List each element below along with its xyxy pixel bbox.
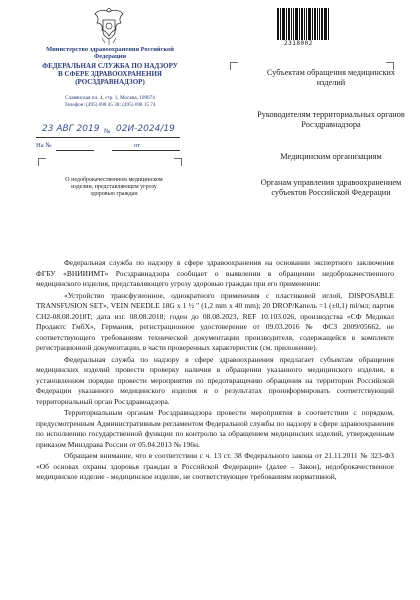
reference-line: На № от <box>36 142 141 149</box>
body-paragraph: «Устройство трансфузионное, однократного применения с пластиковой иглой, DISPOSABLE TRANSFUSION SET», VEIN NEEDLE 18G x 1 ½ " (1,2 mm x 40 mm); 20 DROP/Капель =1 (±0,1) ml/мл; партия CH2-08.08.2018T; дата изг. 08.08.2018; годен до 08.08.2023, REF 10.103.026, производства «СФ Медикал Продактс ГмбХ», Германия, регистрационное удостоверение от 09.03.2016 № ФСЗ 2009/05662, не соответствующего требованиям технической документации производителя, содержащейся в комплекте регистрационной документации, в части проверенных характеристик (см. приложение). <box>36 290 394 352</box>
body-paragraph: Федеральная служба по надзору в сфере здравоохранения на основании экспертного заключения ФГБУ «ВНИИИМТ» Росздравнадзора сообщает о выявлении в обращении недоброкачественного медицинского изделия, представляющего угрозу здоровью граждан при его применении: <box>36 258 394 288</box>
ref-number-underline <box>56 150 94 151</box>
registration-number: 02И-2024/19 <box>116 124 175 134</box>
subject-corner-left <box>38 158 46 166</box>
addressee-distributors: Субъектам обращения медицинских изделий <box>266 68 396 87</box>
addressee-medical-organizations: Медицинским организациям <box>280 152 382 161</box>
registration-date: 23 АВГ 2019 <box>42 124 100 134</box>
body-paragraph: Обращаем внимание, что в соответствии с ч. 13 ст. 38 Федерального закона от 21.11.2011 № 323-ФЗ «Об основах охраны здоровья граждан в Российской Федерации» (далее – Закон), недоброкачественное медицинское изделие - медицинское изделие, не соответствующее требованиям нормативной, <box>36 451 394 481</box>
agency-address: Славянская пл. 4, стр. 1, Москва, 109074 Телефон: (495) 698 45 38; (495) 698 15 74 <box>64 95 156 108</box>
barcode-number: 2318002 <box>284 40 313 47</box>
body-paragraph: Территориальным органам Росздравнадзора провести мероприятия в соответствии с порядком, предусмотренным Административным регламентом Федеральной службы по надзору в сфере здравоохранения по исполнению государственной функции по контролю за обращением медицинских изделий, утвержденным приказом Минздрава России от 05.04.2013 № 196н. <box>36 408 394 449</box>
coat-of-arms-icon <box>92 8 126 46</box>
addressee-territorial-heads: Руководителям территориальных органов Росздравнадзора <box>257 110 405 129</box>
barcode <box>277 8 333 40</box>
letter-body <box>36 258 394 484</box>
subject-corner-right <box>174 158 182 166</box>
ref-date-underline <box>112 150 180 151</box>
letter-subject: О недоброкачественном медицинском изделии, представляющем угрозу здоровью граждан <box>65 177 163 198</box>
addressee-health-authorities: Органам управления здравоохранением субъектов Российской Федерации <box>260 178 402 197</box>
body-paragraph: Федеральная служба по надзору в сфере здравоохранения предлагает субъектам обращения медицинских изделий провести проверку наличия в обращении указанного медицинского изделия, в установленном порядке провести мероприятия по предотвращению обращения на территории Российской Федерации указанного медицинского изделия и о результатах проинформировать соответствующий территориальный орган Росздравнадзора. <box>36 354 394 406</box>
number-underline <box>78 137 180 138</box>
agency-name: ФЕДЕРАЛЬНАЯ СЛУЖБА ПО НАДЗОРУ В СФЕРЕ ЗДРАВООХРАНЕНИЯ (РОСЗДРАВНАДЗОР) <box>42 62 178 86</box>
addressee-corner-left <box>230 62 238 70</box>
ministry-name: Министерство здравоохранения Российской Федерации <box>46 46 174 61</box>
